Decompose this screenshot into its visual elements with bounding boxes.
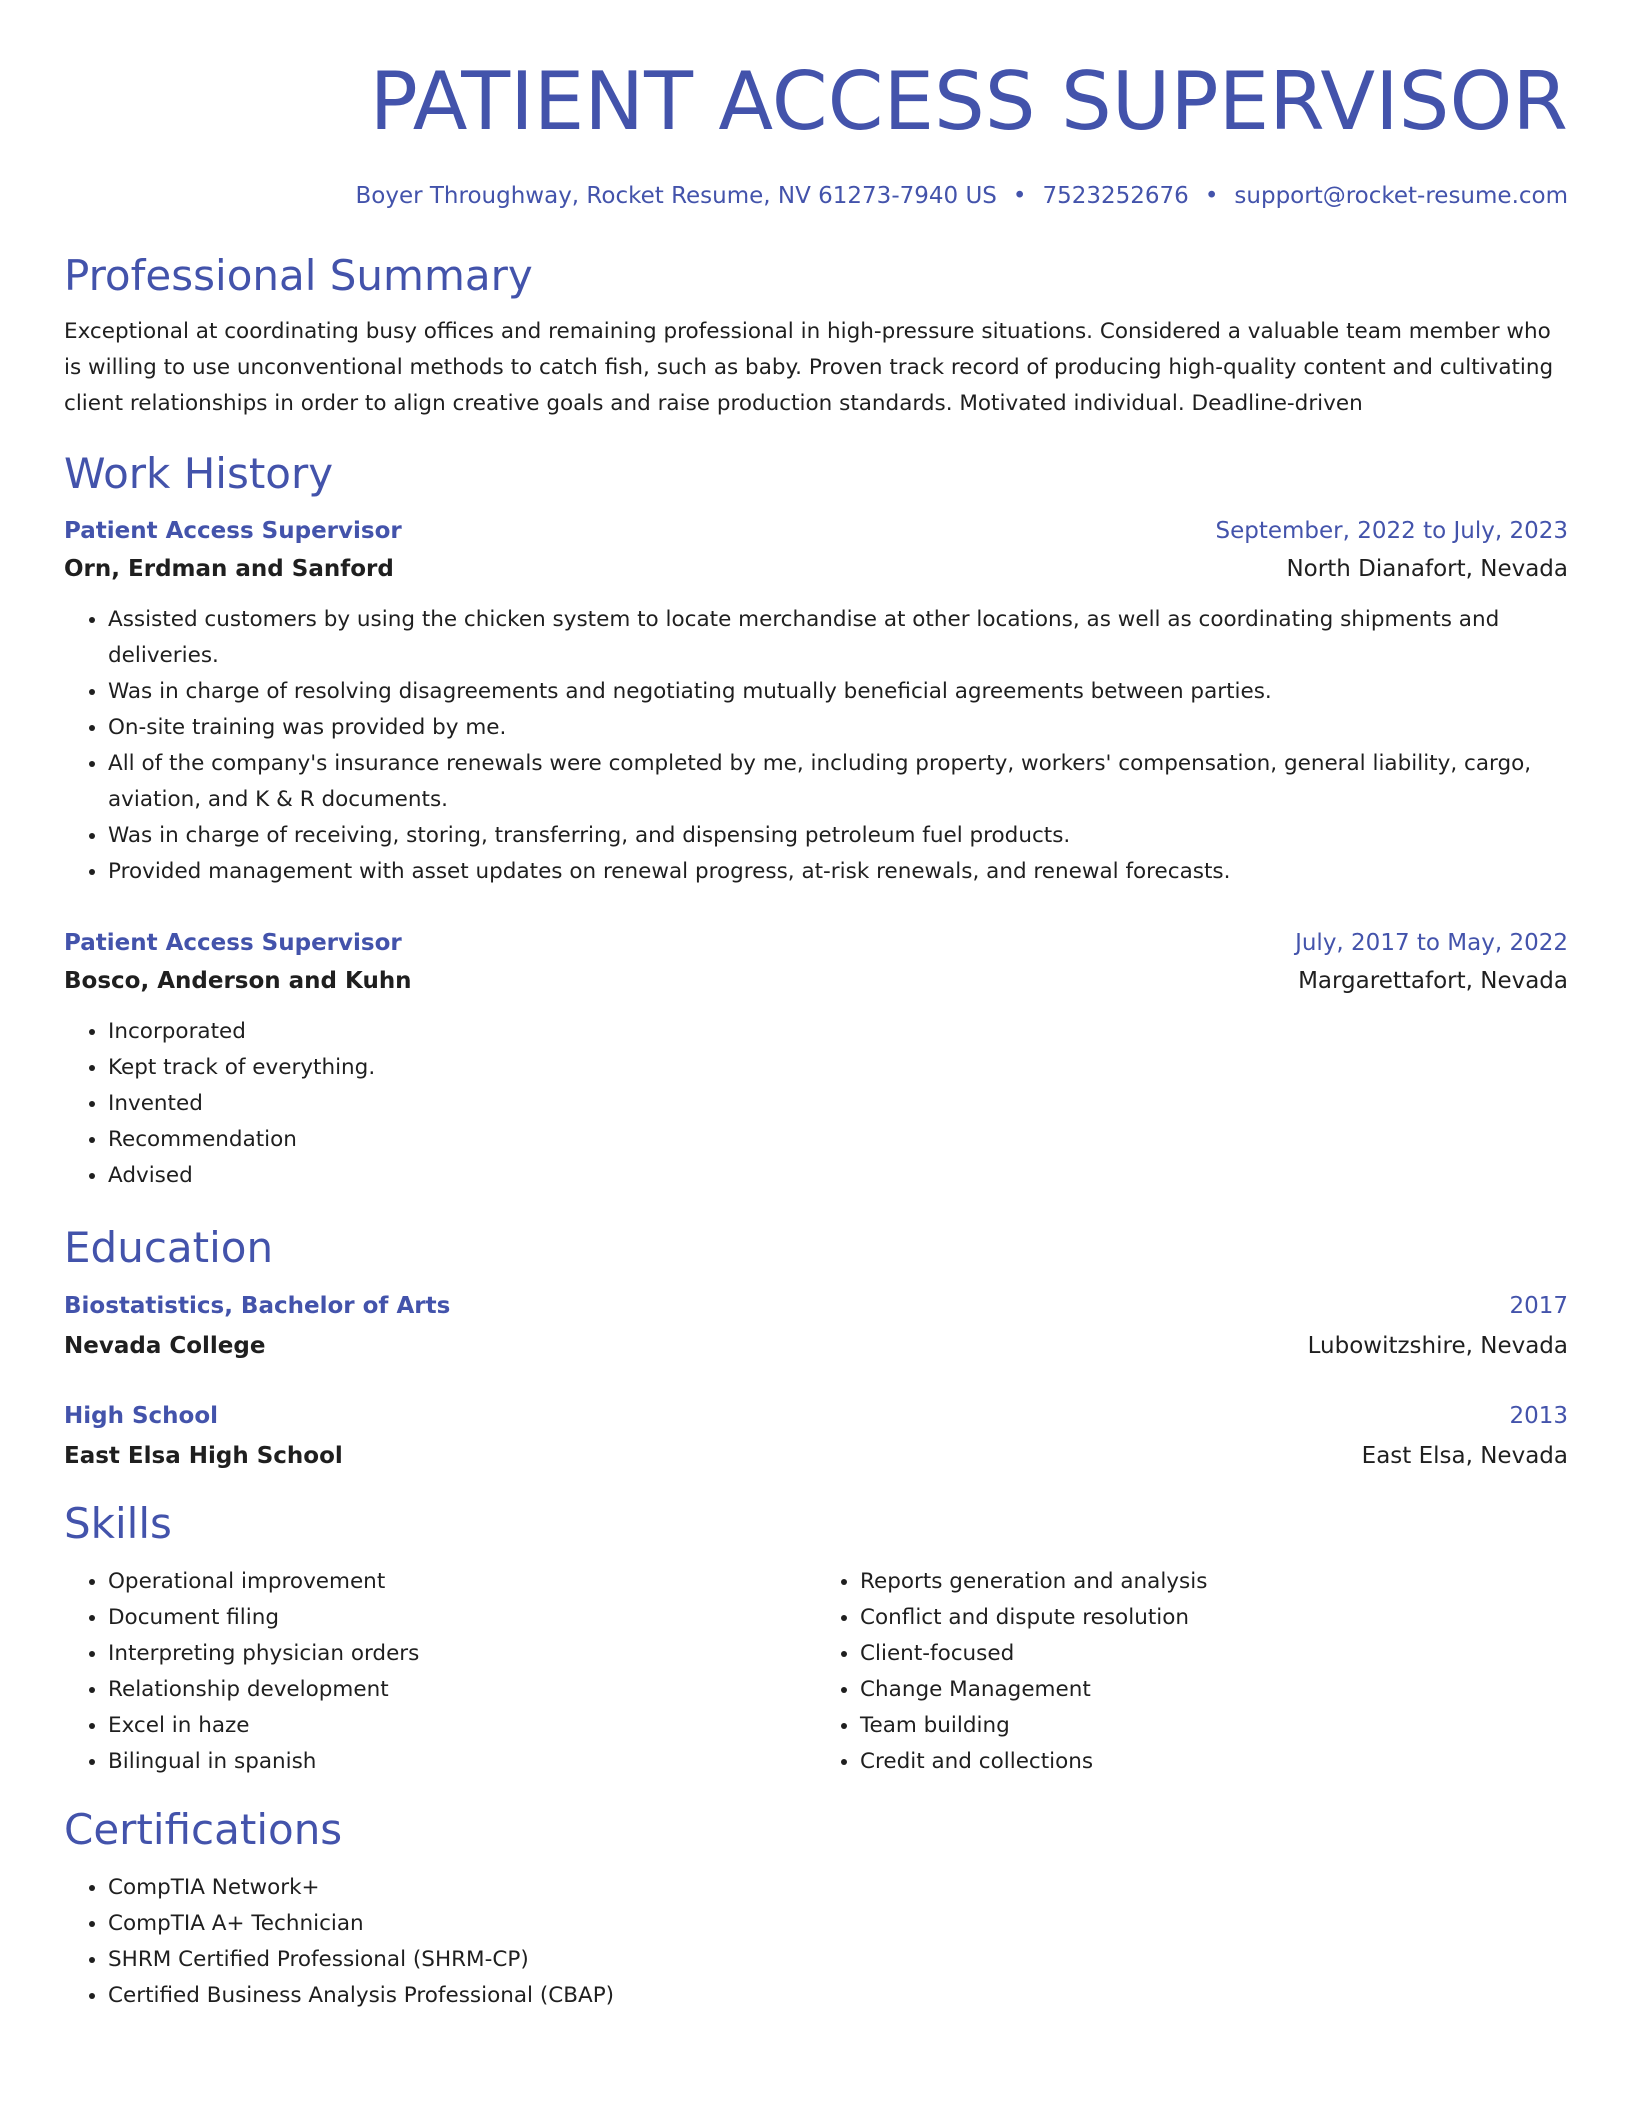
skill-item: • Team building	[860, 1708, 1568, 1744]
education-entry	[64, 1396, 1568, 1476]
skill-item: • Operational improvement	[108, 1564, 816, 1600]
certifications-heading: Certifications	[64, 1805, 343, 1854]
certifications-list	[64, 1870, 1568, 2014]
contact-line	[64, 180, 1568, 212]
education-school: Nevada College	[64, 1333, 266, 1359]
job-bullet: • On-site training was provided by me.	[108, 710, 1568, 746]
job-dates: September, 2022 to July, 2023	[1215, 518, 1568, 544]
skill-item: • Excel in haze	[108, 1708, 816, 1744]
skill-item: • Relationship development	[108, 1672, 816, 1708]
contact-separator: •	[1204, 183, 1219, 209]
job-bullet: • All of the company's insurance renewals were completed by me, including property, workers' compensation, general liability, cargo, aviation, and K & R documents.	[108, 746, 1568, 818]
contact-phone: 7523252676	[1042, 183, 1189, 209]
job-bullet-list	[64, 602, 1568, 890]
job-bullet: • Invented	[108, 1086, 1568, 1122]
candidate-name: PATIENT ACCESS SUPERVISOR	[369, 55, 1568, 148]
education-location: East Elsa, Nevada	[1361, 1443, 1568, 1469]
job-bullet-list	[64, 1014, 1568, 1194]
job-bullet: • Assisted customers by using the chicken system to locate merchandise at other locations, as well as coordinating shipments and deliveries.	[108, 602, 1568, 674]
job-dates: July, 2017 to May, 2022	[1295, 930, 1568, 956]
job-title: Patient Access Supervisor	[64, 930, 402, 956]
job-bullet: • Was in charge of resolving disagreements and negotiating mutually beneficial agreements between parties.	[108, 674, 1568, 710]
certification-item: • CompTIA Network+	[108, 1870, 1568, 1906]
education-location: Lubowitzshire, Nevada	[1307, 1333, 1568, 1359]
job-bullet: • Recommendation	[108, 1122, 1568, 1158]
skill-item: • Change Management	[860, 1672, 1568, 1708]
education-entry	[64, 1286, 1568, 1366]
certification-item: • SHRM Certified Professional (SHRM-CP)	[108, 1942, 1568, 1978]
summary-heading: Professional Summary	[64, 251, 533, 300]
skills-list-left	[64, 1564, 816, 1780]
resume-header	[64, 50, 1568, 212]
job-entry	[64, 924, 1568, 1194]
job-location: North Dianafort, Nevada	[1286, 556, 1568, 582]
skills-list-right	[816, 1564, 1568, 1780]
job-location: Margarettafort, Nevada	[1298, 968, 1568, 994]
skill-item: • Document filing	[108, 1600, 816, 1636]
work-history-heading: Work History	[64, 449, 334, 498]
job-bullet: • Was in charge of receiving, storing, transferring, and dispensing petroleum fuel products.	[108, 818, 1568, 854]
skill-item: • Conflict and dispute resolution	[860, 1600, 1568, 1636]
certification-item: • CompTIA A+ Technician	[108, 1906, 1568, 1942]
skill-item: • Client-focused	[860, 1636, 1568, 1672]
education-year: 2013	[1509, 1403, 1568, 1429]
contact-separator: •	[1012, 183, 1027, 209]
skill-item: • Reports generation and analysis	[860, 1564, 1568, 1600]
education-year: 2017	[1509, 1293, 1568, 1319]
job-company: Bosco, Anderson and Kuhn	[64, 968, 412, 994]
job-bullet: • Advised	[108, 1158, 1568, 1194]
job-title: Patient Access Supervisor	[64, 518, 402, 544]
education-school: East Elsa High School	[64, 1443, 343, 1469]
job-bullet: • Kept track of everything.	[108, 1050, 1568, 1086]
skill-item: • Bilingual in spanish	[108, 1744, 816, 1780]
education-degree: Biostatistics, Bachelor of Arts	[64, 1293, 451, 1319]
education-heading: Education	[64, 1223, 274, 1272]
skill-item: • Credit and collections	[860, 1744, 1568, 1780]
summary-text: Exceptional at coordinating busy offices and remaining professional in high-pressure situations. Considered a valuable team member who is willing to use unconventional methods to catch fish, such as baby. Proven track record of producing high-quality content and cultivating client relationships in order to align creative goals and raise production standards. Motivated individual. Deadline-driven	[64, 319, 1554, 416]
skills-grid	[64, 1564, 1568, 1780]
contact-email: support@rocket-resume.com	[1234, 183, 1568, 209]
certification-item: • Certified Business Analysis Professional (CBAP)	[108, 1978, 1568, 2014]
job-company: Orn, Erdman and Sanford	[64, 556, 394, 582]
job-bullet: • Provided management with asset updates on renewal progress, at-risk renewals, and renewal forecasts.	[108, 854, 1568, 890]
contact-address: Boyer Throughway, Rocket Resume, NV 61273-7940 US	[355, 183, 997, 209]
education-degree: High School	[64, 1403, 219, 1429]
skill-item: • Interpreting physician orders	[108, 1636, 816, 1672]
job-bullet: • Incorporated	[108, 1014, 1568, 1050]
job-entry	[64, 512, 1568, 890]
skills-heading: Skills	[64, 1499, 172, 1548]
